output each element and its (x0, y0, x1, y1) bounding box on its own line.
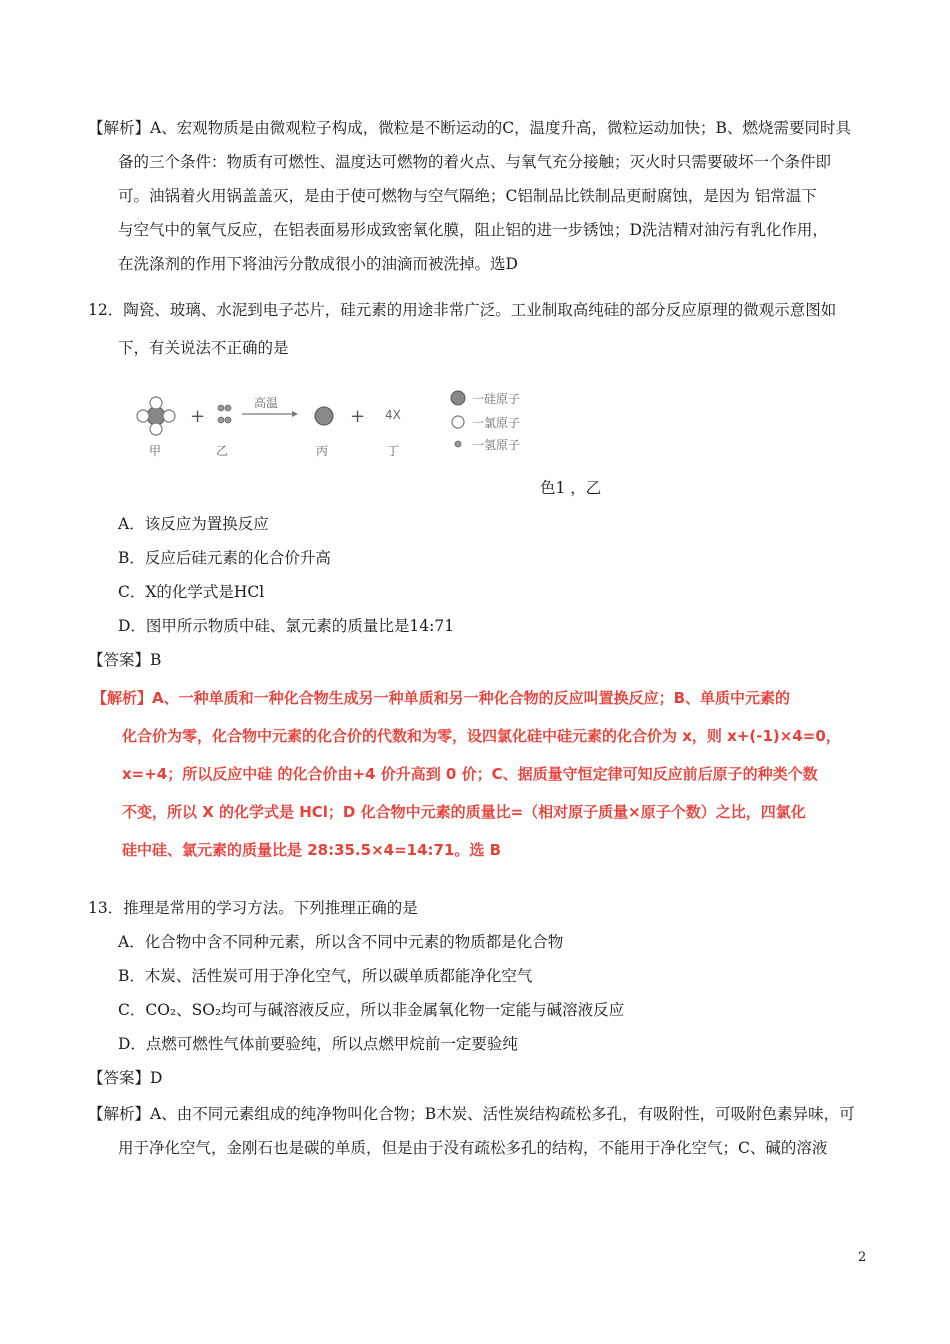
legend-h-icon (455, 441, 461, 447)
label-bing: 丙 (316, 444, 329, 458)
q12-option-b: B．反应后硅元素的化合价升高 (118, 549, 331, 567)
legend-h: 一氢原子 (472, 438, 521, 452)
reaction-figure (130, 378, 550, 468)
label-condition: 高温 (254, 396, 279, 410)
q12-solution-line: 硅中硅、氯元素的质量比是 28:35.5×4=14:71。选 B (122, 841, 502, 859)
label-ding: 丁 (387, 444, 400, 458)
q13-option-d: D．点燃可燃性气体前要验纯，所以点燃甲烷前一定要验纯 (118, 1035, 518, 1053)
q13-stem: 13．推理是常用的学习方法。下列推理正确的是 (88, 899, 418, 917)
plus-sign: + (190, 406, 206, 427)
label-jia: 甲 (149, 444, 162, 458)
legend-si-icon (451, 391, 465, 405)
q13-option-c: C．CO₂、SO₂均可与碱溶液反应，所以非金属氧化物一定能与碱溶液反应 (118, 1001, 625, 1019)
q11-solution-line: 备的三个条件：物质有可燃性、温度达可燃物的着火点、与氧气充分接触；灭火时只需要破坏一个条件即 (118, 153, 832, 171)
q12-solution-line: 不变，所以 X 的化学式是 HCl；D 化合物中元素的质量比=（相对原子质量×原子个数）之比，四氯化 (122, 803, 806, 821)
q11-solution-line: 【解析】A、宏观物质是由微观粒子构成，微粒是不断运动的C，温度升高，微粒运动加快；B、燃烧需要同时具 (88, 119, 851, 137)
q12-solution-line: x=+4；所以反应中硅 的化合价由+4 价升高到 0 价；C、据质量守恒定律可知反应前后原子的种类个数 (122, 765, 818, 783)
q13-solution-line: 用于净化空气，金刚石也是碳的单质，但是由于没有疏松多孔的结构，不能用于净化空气；C、碱的溶液 (118, 1139, 828, 1157)
q13-solution-line: 【解析】A、由不同元素组成的纯净物叫化合物；B木炭、活性炭结构疏松多孔，有吸附性，可吸附色素异味，可 (88, 1105, 855, 1123)
q12-stem-line2: 下，有关说法不正确的是 (118, 339, 289, 357)
label-coef: 4X (385, 408, 401, 422)
arrow-head (292, 411, 298, 417)
legend-si: 一硅原子 (472, 392, 521, 406)
q12-stem-line1: 12．陶瓷、玻璃、水泥到电子芯片，硅元素的用途非常广泛。工业制取高纯硅的部分反应原理的微观示意图如 (88, 301, 837, 319)
q12-solution-line: 【解析】A、一种单质和一种化合物生成另一种单质和另一种化合物的反应叫置换反应；B、单质中元素的 (92, 689, 791, 707)
plus-sign: + (350, 406, 366, 427)
q12-option-a: A．该反应为置换反应 (118, 515, 269, 533)
q12-answer: 【答案】B (88, 651, 162, 669)
q13-option-a: A．化合物中含不同种元素，所以含不同中元素的物质都是化合物 (118, 933, 564, 951)
q11-solution-line: 可。油锅着火用锅盖盖灭，是由于使可燃物与空气隔绝；C铝制品比铁制品更耐腐蚀，是因为 铝常温下 (118, 187, 817, 205)
trailing-text: 色1 ，乙 (540, 479, 602, 497)
molecule-yi (218, 405, 231, 423)
page-number: 2 (858, 1250, 867, 1265)
q12-option-c: C．X的化学式是HCl (118, 583, 265, 601)
label-yi: 乙 (216, 444, 229, 458)
legend-cl: 一氯原子 (472, 416, 521, 430)
q11-solution-line: 在洗涤剂的作用下将油污分散成很小的油滴而被洗掉。选D (118, 255, 518, 273)
q12-option-d: D．图甲所示物质中硅、氯元素的质量比是14:71 (118, 617, 455, 635)
legend-cl-icon (452, 416, 464, 428)
molecule-jia (137, 397, 175, 435)
q13-option-b: B．木炭、活性炭可用于净化空气，所以碳单质都能净化空气 (118, 967, 533, 985)
molecule-bing (315, 407, 333, 425)
q12-solution-line: 化合价为零，化合物中元素的化合价的代数和为零，设四氯化硅中硅元素的化合价为 x，则 x+(-1)×4=0， (122, 727, 841, 745)
q11-solution-line: 与空气中的氧气反应，在铝表面易形成致密氧化膜，阻止铝的进一步锈蚀；D洗洁精对油污有乳化作用， (118, 221, 828, 239)
q13-answer: 【答案】D (88, 1069, 163, 1087)
